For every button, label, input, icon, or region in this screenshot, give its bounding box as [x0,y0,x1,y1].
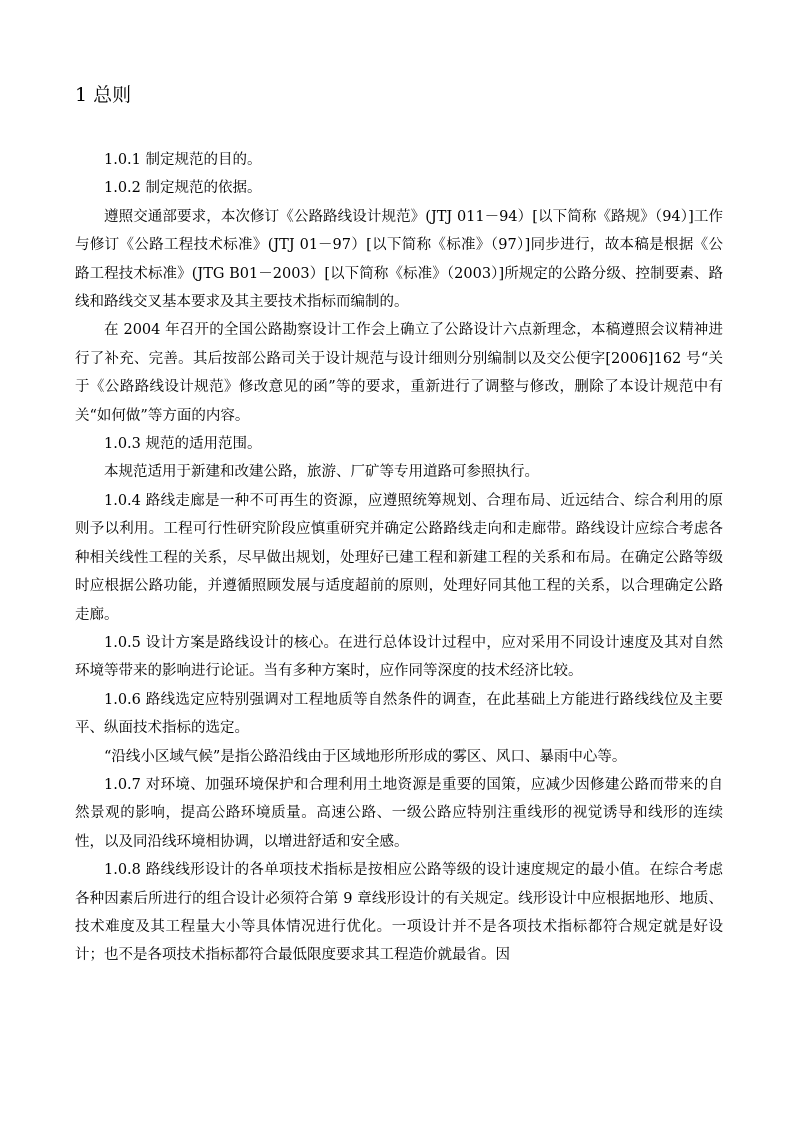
paragraph-1-0-7: 1.0.7 对环境、加强环境保护和合理利用土地资源是重要的国策，应减少因修建公路而带来的自然景观的影响，提高公路环境质量。高速公路、一级公路应特别注重线形的视觉诱导和线形的连续性，以及同沿线环境相协调，以增进舒适和安全感。 [75,776,723,850]
paragraph-1-0-6: 1.0.6 路线选定应特别强调对工程地质等自然条件的调查，在此基础上方能进行路线线位及主要平、纵面技术指标的选定。 [75,691,723,737]
paragraph-revision-basis: 遵照交通部要求，本次修订《公路路线设计规范》(JTJ 011－94）[以下简称《路规》（94）]工作与修订《公路工程技术标准》(JTJ 01－97）[以下简称《标准》（97）]同步进行，故本稿是根据《公路工程技术标准》(JTG B01－2003）[以下简称《标准》（2003）]所规定的公路分级、控制要素、路线和路线交叉基本要求及其主要技术指标而编制的。 [75,208,723,311]
chapter-heading: 1 总则 [75,84,132,106]
paragraph-2004-conference: 在 2004 年召开的全国公路勘察设计工作会上确立了公路设计六点新理念，本稿遵照会议精神进行了补充、完善。其后按部公路司关于设计规范与设计细则分别编制以及交公便字[2006]162 号“关于《公路路线设计规范》修改意见的函”等的要求，重新进行了调整与修改，删除了本设计规范中有关“如何做”等方面的内容。 [75,322,723,424]
paragraph-1-0-8: 1.0.8 路线线形设计的各单项技术指标是按相应公路等级的设计速度规定的最小值。在综合考虑各种因素后所进行的组合设计必须符合第 9 章线形设计的有关规定。线形设计中应根据地形、地质、技术难度及其工程量大小等具体情况进行优化。一项设计并不是各项技术指标都符合规定就是好设计；也不是各项技术指标都符合最低限度要求其工程造价就最省。因 [75,862,723,964]
document-body [75,146,723,970]
paragraph-1-0-1: 1.0.1 制定规范的目的。 [104,152,262,168]
paragraph-1-0-2: 1.0.2 制定规范的依据。 [104,180,262,197]
paragraph-1-0-3: 1.0.3 规范的适用范围。 [104,436,262,453]
paragraph-1-0-5: 1.0.5 设计方案是路线设计的核心。在进行总体设计过程中，应对采用不同设计速度及其对自然环境等带来的影响进行论证。当有多种方案时，应作同等深度的技术经济比较。 [75,634,723,680]
paragraph-scope: 本规范适用于新建和改建公路，旅游、厂矿等专用道路可参照执行。 [104,464,539,481]
paragraph-1-0-4: 1.0.4 路线走廊是一种不可再生的资源，应遵照统筹规划、合理布局、近远结合、综合利用的原则予以利用。工程可行性研究阶段应慎重研究并确定公路路线走向和走廊带。路线设计应综合考虑各种相关线性工程的关系，尽早做出规划，处理好已建工程和新建工程的关系和布局。在确定公路等级时应根据公路功能，并遵循照顾发展与适度超前的原则，处理好同其他工程的关系，以合理确定公路走廊。 [75,492,723,623]
paragraph-microclimate: “沿线小区域气候”是指公路沿线由于区域地形所形成的雾区、风口、暴雨中心等。 [104,748,627,765]
